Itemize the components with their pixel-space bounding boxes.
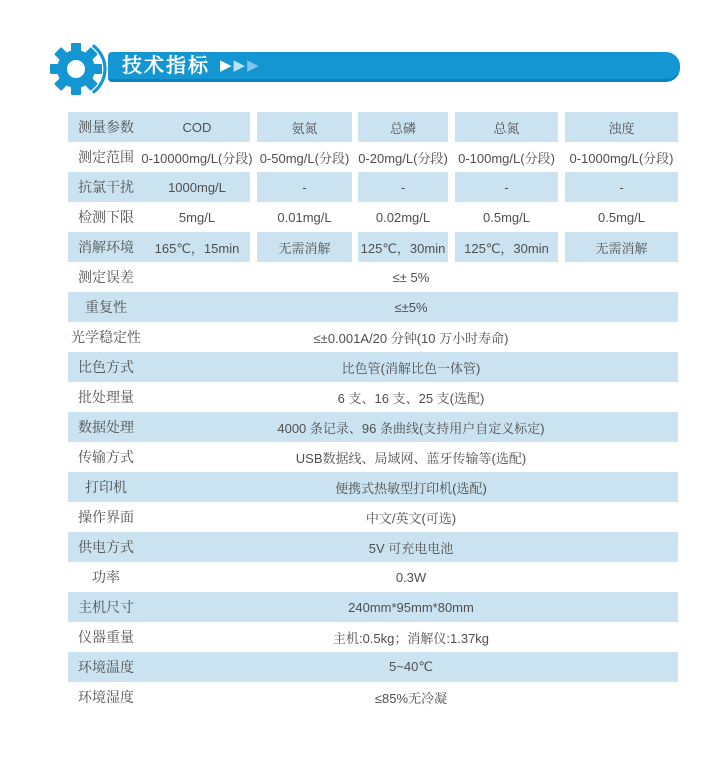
table-row — [68, 652, 678, 682]
row-label: 环境湿度 — [78, 689, 134, 705]
table-row — [68, 142, 678, 172]
cell-value: 0-10000mg/L(分段) — [141, 150, 253, 166]
cell-value: COD — [144, 112, 250, 142]
cell-value: 0.3W — [395, 569, 427, 585]
cell-value: 0-1000mg/L(分段) — [569, 150, 674, 166]
cell-value: 1000mg/L — [144, 172, 250, 202]
table-row — [68, 622, 678, 652]
table-row — [68, 172, 678, 202]
cell-value: 5~40℃ — [144, 652, 678, 682]
spec-grid-section — [68, 112, 678, 262]
arrow-icon: ▶ — [247, 57, 259, 74]
row-label: 消解环境 — [68, 232, 144, 262]
cell-value: USB数据线、局域网、蓝牙传输等(选配) — [295, 450, 527, 466]
cell-value: 0.01mg/L — [277, 209, 332, 225]
row-label: 数据处理 — [68, 412, 144, 442]
row-label: 抗氯干扰 — [68, 172, 144, 202]
row-label: 环境温度 — [68, 652, 144, 682]
cell-value: 0.5mg/L — [598, 209, 645, 225]
table-row — [68, 592, 678, 622]
cell-value: 0-20mg/L(分段) — [358, 150, 448, 166]
row-label: 比色方式 — [68, 352, 144, 382]
row-label: 操作界面 — [78, 509, 134, 525]
arrow-icon: ▶ — [220, 57, 232, 74]
cell-value: 中文/英文(可选) — [365, 510, 457, 526]
row-label: 传输方式 — [78, 449, 134, 465]
cell-value: ≤±0.001A/20 分钟(10 万小时寿命) — [313, 330, 509, 346]
row-label: 功率 — [92, 569, 120, 585]
cell-value: ≤± 5% — [392, 269, 430, 285]
cell-value: - — [565, 172, 678, 202]
cell-value: - — [455, 172, 558, 202]
cell-value: 无需消解 — [565, 232, 678, 262]
section-title: 技术指标 — [122, 54, 210, 77]
cell-value: 6 支、16 支、25 支(选配) — [337, 390, 485, 406]
cell-value: - — [358, 172, 448, 202]
cell-value: 无需消解 — [257, 232, 352, 262]
cell-value: 0-50mg/L(分段) — [259, 150, 350, 166]
cell-value: 浊度 — [565, 112, 678, 142]
row-label: 打印机 — [68, 472, 144, 502]
row-label: 光学稳定性 — [71, 329, 141, 345]
banner-arrows — [220, 58, 261, 73]
table-row — [68, 562, 678, 592]
row-label: 重复性 — [68, 292, 144, 322]
cell-value: 总磷 — [358, 112, 448, 142]
table-row — [68, 532, 678, 562]
row-label: 批处理量 — [78, 389, 134, 405]
table-row — [68, 382, 678, 412]
table-row — [68, 352, 678, 382]
cell-value: 125℃，30min — [358, 232, 448, 262]
table-row — [68, 412, 678, 442]
cell-value: 4000 条记录、96 条曲线(支持用户自定义标定) — [144, 412, 678, 442]
row-label: 检测下限 — [78, 209, 134, 225]
cell-value: 165℃，15min — [144, 232, 250, 262]
row-label: 测定误差 — [78, 269, 134, 285]
table-row — [68, 232, 678, 262]
cell-value: ≤85%无冷凝 — [374, 690, 448, 706]
spec-merged-section — [68, 262, 678, 712]
gear-icon — [44, 36, 114, 102]
cell-value: 0.5mg/L — [483, 209, 530, 225]
table-row — [68, 682, 678, 712]
section-banner — [108, 52, 680, 82]
cell-value: 0-100mg/L(分段) — [458, 150, 555, 166]
table-row — [68, 112, 678, 142]
row-label: 测定范围 — [78, 149, 134, 165]
cell-value: 比色管(消解比色一体管) — [144, 352, 678, 382]
cell-value: 5V 可充电电池 — [144, 532, 678, 562]
row-label: 主机尺寸 — [68, 592, 144, 622]
cell-value: 125℃，30min — [455, 232, 558, 262]
table-row — [68, 202, 678, 232]
spec-table — [68, 112, 678, 712]
table-row — [68, 322, 678, 352]
table-row — [68, 262, 678, 292]
arrow-icon: ▶ — [233, 57, 246, 74]
table-row — [68, 472, 678, 502]
cell-value: 主机:0.5kg；消解仪:1.37kg — [332, 630, 490, 646]
cell-value: - — [257, 172, 352, 202]
cell-value: 5mg/L — [178, 209, 216, 225]
table-row — [68, 442, 678, 472]
cell-value: 240mm*95mm*80mm — [144, 592, 678, 622]
cell-value: 便携式热敏型打印机(选配) — [144, 472, 678, 502]
table-row — [68, 292, 678, 322]
cell-value: 0.02mg/L — [375, 209, 431, 225]
cell-value: 总氮 — [455, 112, 558, 142]
row-label: 供电方式 — [68, 532, 144, 562]
table-row — [68, 502, 678, 532]
row-label: 测量参数 — [68, 112, 144, 142]
cell-value: ≤±5% — [144, 292, 678, 322]
row-label: 仪器重量 — [78, 629, 134, 645]
cell-value: 氨氮 — [257, 112, 352, 142]
